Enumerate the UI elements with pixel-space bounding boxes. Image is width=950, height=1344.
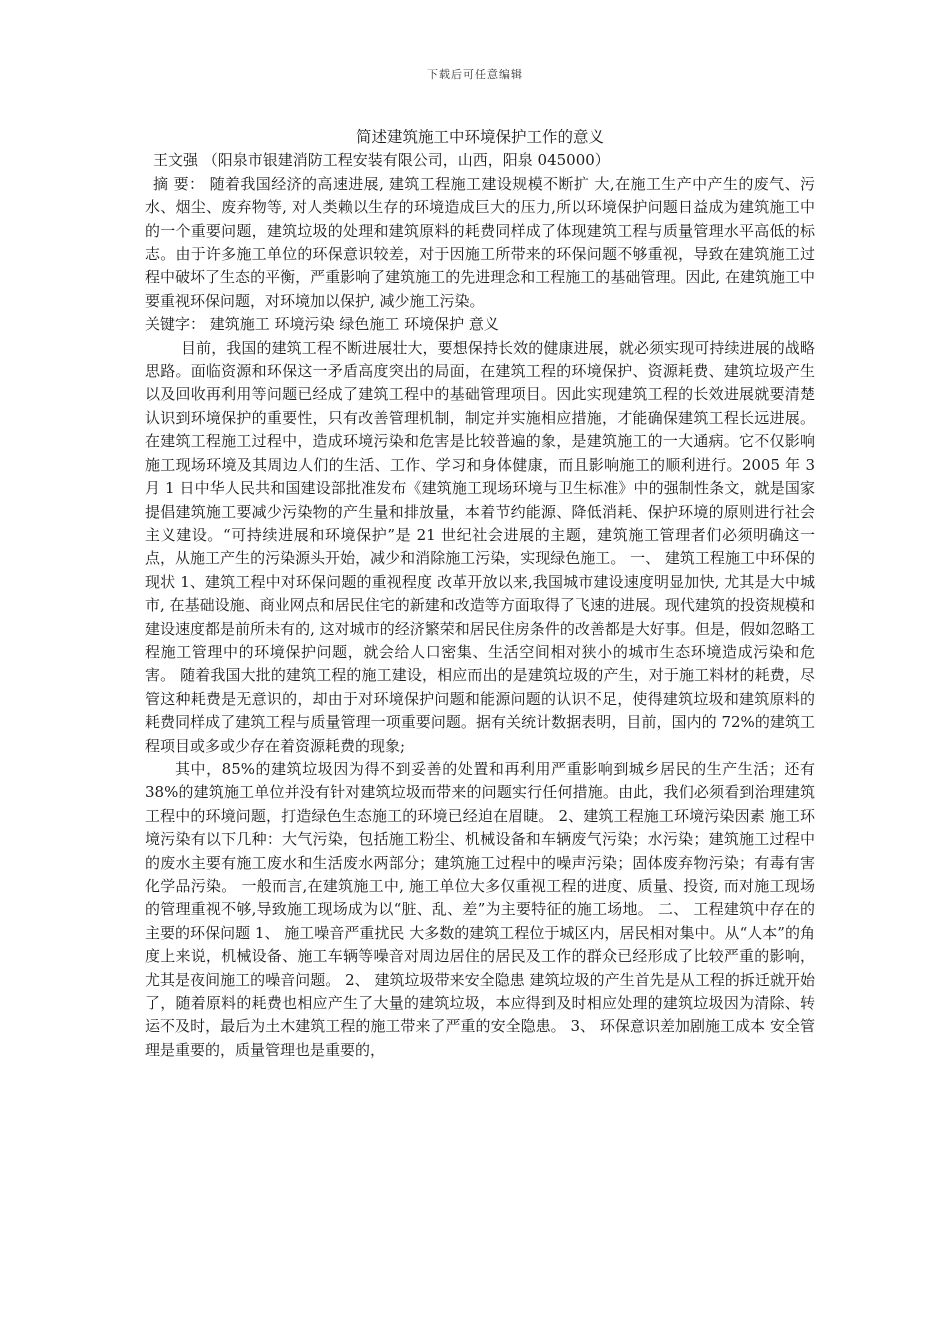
header-note: 下载后可任意编辑 <box>427 68 523 81</box>
article-title: 简述建筑施工中环境保护工作的意义 <box>355 128 604 146</box>
keywords-label: 关键字： <box>145 315 210 334</box>
body-paragraph-1: 目前，我国的建筑工程不断进展壮大，要想保持长效的健康进展，就必须实现可持续进展的战略思路。面临资源和环保这一矛盾高度突出的局面，在建筑工程的环境保护、资源耗费、建筑垃圾产生以及回收再利用等问题已经成了建筑工程中的基础管理项目。因此实现建筑工程的长效进展就要清楚认识到环境保护的重要性，只有改善管理机制，制定并实施相应措施，才能确保建筑工程长远进展。 在建筑工程施工过程中，造成环境污染和危害是比较普遍的象，是建筑施工的一大通病。它不仅影响施工现场环境及其周边人们的生活、工作、学习和身体健康，而且影响施工的顺利进行。2005 年 3 月 1 日中华人民共和国建设部批准发布《建筑施工现场环境与卫生标准》中的强制性条文，就是国家提倡建筑施工要减少污染物的产生量和排放量，本着节约能源、降低消耗、保护环境的原则进行社会主义建设。“可持续进展和环境保护”是 21 世纪社会进展的主题，建筑施工管理者们必须明确这一点，从施工产生的污染源头开始，减少和消除施工污染，实现绿色施工。 一、 建筑工程施工中环保的现状 1、建筑工程中对环保问题的重视程度 改革开放以来,我国城市建设速度明显加快, 尤其是大中城市, 在基础设施、商业网点和居民住宅的新建和改造等方面取得了飞速的进展。现代建筑的投资规模和建设速度都是前所未有的, 这对城市的经济繁荣和居民住房条件的改善都是大好事。但是，假如忽略工程施工管理中的环境保护问题，就会给人口密集、生活空间相对狭小的城市生态环境造成污染和危害。 随着我国大批的建筑工程的施工建设，相应而出的是建筑垃圾的产生，对于施工料材的耗费，尽管这种耗费是无意识的，却由于对环境保护问题和能源问题的认识不足，使得建筑垃圾和建筑原料的耗费同样成了建筑工程与质量管理一项重要问题。据有关统计数据表明，目前，国内的 72%的建筑工程项目或多或少存在着资源耗费的现象; <box>145 338 815 755</box>
keywords-text: 建筑施工 环境污染 绿色施工 环境保护 意义 <box>209 315 499 334</box>
author-line: 王文强 （阳泉市银建消防工程安装有限公司，山西，阳泉 045000） <box>153 151 610 170</box>
article-body <box>145 126 815 1062</box>
abstract <box>145 173 815 313</box>
abstract-text: 随着我国经济的高速进展, 建筑工程施工建设规模不断扩 大,在施工生产中产生的废气、污水、烟尘、废弃物等, 对人类赖以生存的环境造成巨大的压力,所以环境保护问题日益成为建筑施工中的一个重要问题，建筑垃圾的处理和建筑原料的耗费同样成了体现建筑工程与质量管理水平高低的标志。由于许多施工单位的环保意识较差，对于因施工所带来的环保问题不够重视，导致在建筑施工过程中破坏了生态的平衡，严重影响了建筑施工的先进理念和工程施工的基础管理。因此, 在建筑施工中要重视环保问题，对环境加以保护, 减少施工污染。 <box>145 174 815 310</box>
body-paragraph-2: 其中，85%的建筑垃圾因为得不到妥善的处置和再利用严重影响到城乡居民的生产生活；还有 38%的建筑施工单位并没有针对建筑垃圾而带来的问题实行任何措施。由此，我们必须看到治理建筑工程中的环境问题，打造绿色生态施工的环境已经迫在眉睫。 2、建筑工程施工环境污染因素 施工环境污染有以下几种：大气污染，包括施工粉尘、机械设备和车辆废气污染；水污染；建筑施工过程中的废水主要有施工废水和生活废水两部分；建筑施工过程中的噪声污染；固体废弃物污染；有毒有害化学品污染。 一般而言,在建筑施工中, 施工单位大多仅重视工程的进度、质量、投资, 而对施工现场的管理重视不够,导致施工现场成为以“脏、乱、差”为主要特征的施工场地。 二、 工程建筑中存在的主要的环保问题 1、 施工噪音严重扰民 大多数的建筑工程位于城区内，居民相对集中。从“人本”的角度上来说，机械设备、施工车辆等噪音对周边居住的居民及工作的群众已经形成了比较严重的影响，尤其是夜间施工的噪音问题。 2、 建筑垃圾带来安全隐患 建筑垃圾的产生首先是从工程的拆迁就开始了，随着原料的耗费也相应产生了大量的建筑垃圾，本应得到及时相应处理的建筑垃圾因为清除、转运不及时，最后为土木建筑工程的施工带来了严重的安全隐患。 3、 环保意识差加剧施工成本 安全管理是重要的，质量管理也是重要的， <box>145 759 815 1059</box>
keywords <box>145 313 815 336</box>
abstract-label: 摘 要： <box>153 174 210 193</box>
